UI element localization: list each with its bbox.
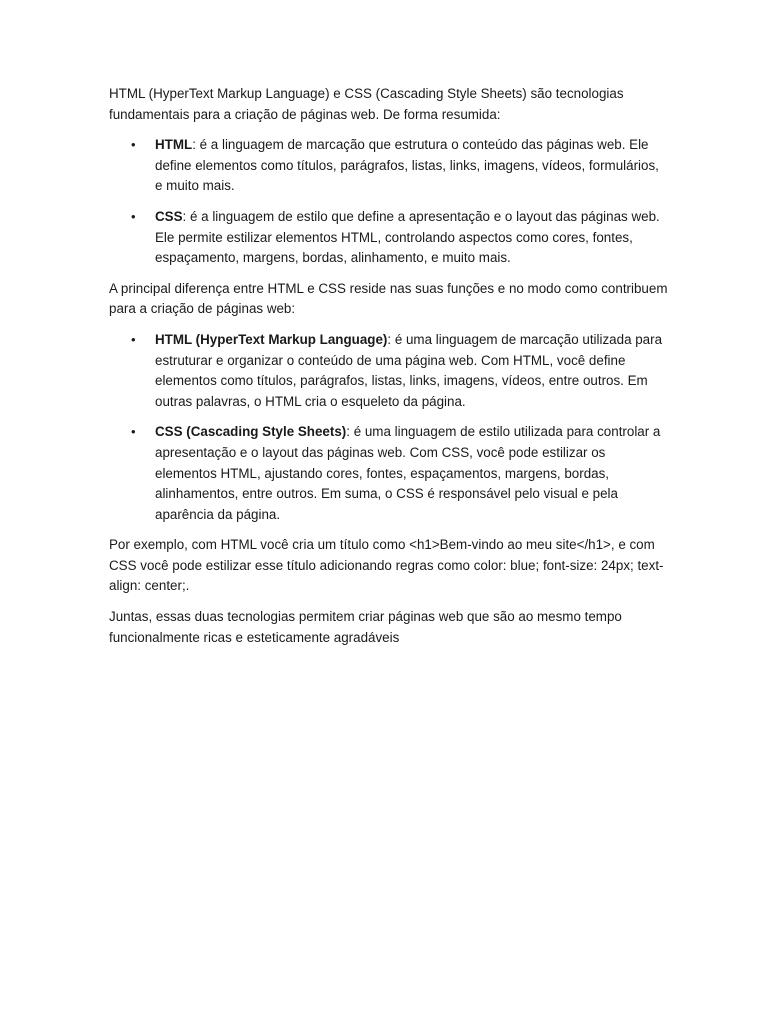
bullet-icon: • bbox=[131, 331, 136, 347]
example-paragraph: Por exemplo, com HTML você cria um título como <h1>Bem-vindo ao meu site</h1>, e com CSS você pode estilizar esse título adicionando regras como color: blue; font-size: 24px; text-align: center;. bbox=[109, 537, 664, 594]
list-item bbox=[109, 135, 669, 197]
term-description: : é a linguagem de marcação que estrutura o conteúdo das páginas web. Ele define elementos como títulos, parágrafos, listas, links, imagens, vídeos, formulários, e muito mais. bbox=[155, 137, 659, 194]
term-description: : é uma linguagem de estilo utilizada para controlar a apresentação e o layout das páginas web. Com CSS, você pode estilizar os elementos HTML, ajustando cores, fontes, espaçamentos, margens, bordas, alinhamentos, entre outros. Em suma, o CSS é responsável pelo visual e pela aparência da página. bbox=[155, 424, 661, 522]
term-description: : é a linguagem de estilo que define a apresentação e o layout das páginas web. Ele permite estilizar elementos HTML, controlando aspectos como cores, fontes, espaçamento, margens, bordas, alinhamento, e muito mais. bbox=[155, 208, 660, 266]
document-page bbox=[109, 84, 669, 658]
detail-list bbox=[109, 330, 669, 525]
term-html-full: HTML (HyperText Markup Language) bbox=[155, 331, 388, 347]
bullet-icon: • bbox=[131, 137, 136, 153]
difference-paragraph: A principal diferença entre HTML e CSS reside nas suas funções e no modo como contribuem para a criação de páginas web: bbox=[109, 280, 668, 317]
closing-paragraph: Juntas, essas duas tecnologias permitem criar páginas web que são ao mesmo tempo funcionalmente ricas e esteticamente agradáveis bbox=[109, 609, 622, 645]
intro-paragraph: HTML (HyperText Markup Language) e CSS (Cascading Style Sheets) são tecnologias fundamentais para a criação de páginas web. De forma resumida: bbox=[109, 86, 624, 122]
summary-list bbox=[109, 135, 669, 269]
term-html: HTML bbox=[155, 137, 193, 153]
list-item bbox=[109, 422, 669, 525]
term-css: CSS bbox=[155, 208, 183, 224]
bullet-icon: • bbox=[131, 424, 136, 440]
list-item bbox=[109, 330, 669, 412]
term-css-full: CSS (Cascading Style Sheets) bbox=[155, 424, 347, 440]
list-item bbox=[109, 207, 669, 269]
bullet-icon: • bbox=[131, 208, 136, 224]
term-description: : é uma linguagem de marcação utilizada para estruturar e organizar o conteúdo de uma página web. Com HTML, você define elementos como títulos, parágrafos, listas, links, imagens, vídeos, entre outros. Em outras palavras, o HTML cria o esqueleto da página. bbox=[155, 331, 663, 409]
